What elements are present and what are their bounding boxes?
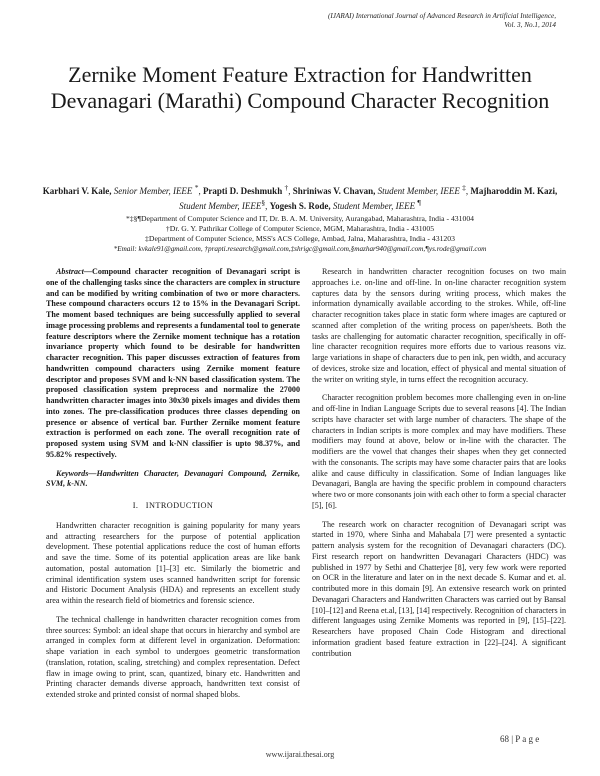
- paper-title: Zernike Moment Feature Extraction for Handwritten Devanagari (Marathi) Compound Character Recognition: [50, 62, 550, 113]
- affiliation: ‡Department of Computer Science, MSS's ACS College, Ambad, Jalna, Maharashtra, India - 431203: [145, 234, 455, 243]
- abstract-text: Compound character recognition of Devanagari script is one of the challenging tasks since the characters are complex in structure and can be modified by writing combination of two or more characters. These compound characters occurs 12 to 15% in the Devanagari Script. The moment based techniques are being successfully applied to several image processing problems and represents a fundamental tool to generate feature descriptors where the Zernike moment technique has a rotation invariance property which found to be desirable for handwritten character recognition. This paper discusses extraction of features from handwritten compound characters using Zernike moment feature descriptor and proposes SVM and k-NN based classification system. The proposed classification system preprocess and normalize the 27000 handwritten character images into 30x30 pixels images and divides them into zones. The pre-classification produces three classes depending on presence or absence of vertical bar. Further Zernike moment feature extraction is performed on each zone. The overall recognition rate of proposed system using SVM and k-NN classifier is upto 98.37%, and 95.82% respectively.: [46, 267, 300, 459]
- author: Prapti D. Deshmukh †,: [202, 183, 293, 196]
- left-column: [46, 267, 300, 701]
- keywords-text: Handwritten Character, Devanagari Compound, Zernike, SVM, k-NN.: [46, 468, 300, 489]
- journal-name: (IJARAI) International Journal of Advanced Research in Artificial Intelligence,: [327, 12, 556, 20]
- author-list: [30, 182, 570, 212]
- author: Majharoddin M. Kazi, Student Member, IEEE§,: [179, 186, 558, 211]
- abstract: [46, 267, 300, 461]
- paragraph: The technical challenge in handwritten character recognition comes from three sources: Symbol: an ideal shape that occurs in hierarchy and symbol are arranged in complex form at different level in organization. Deformation: shape variation in each symbol to undergoes geometric transformation (translation, rotation, scaling, stretching) and complex representation. Defect flaw in image owing to print, scan, quantized, binary etc. Handwritten and Printing character demands diverse approach, handwritten text consist of extended stroke and printed consist of normal shaped blobs.: [46, 614, 300, 699]
- affiliation: *‡§¶Department of Computer Science and IT, Dr. B. A. M. University, Aurangabad, Maharashtra, India - 431004: [125, 214, 475, 223]
- section-heading: I. INTRODUCTION: [132, 501, 214, 510]
- paragraph: Research in handwritten character recognition focuses on two main approaches i.e. on-line and off-line. In on-line character recognition system captures data by the sensors during writing process, which makes the information dynamically available according to the strokes. While, off-line character recognition takes place in static form where images are captured or scanned after completion of the writing process on paper/sheets. Both the tasks are challenging for automatic character recognition, specifically in off-line character recognition requires more efforts due to various reasons viz. large variations in shape of characters due to pen ink, pen width, and accuracy of devices, stroke size and location, effect of physical and mental situation of the writer on writing style, in turns effect the recognition accuracy.: [312, 267, 566, 384]
- page-number: 68 | P a g e: [500, 734, 540, 744]
- abstract-label: Abstract—: [56, 267, 92, 276]
- author: Karbhari V. Kale, Senior Member, IEEE *,: [42, 183, 203, 196]
- affiliation: †Dr. G. Y. Pathrikar College of Computer Science, MGM, Maharashtra, India - 431005: [165, 224, 435, 233]
- paragraph: Handwritten character recognition is gaining popularity for many years and attracting researchers for the purpose of potential application development. These potential applications reduce the cost of human efforts and save the time. Some of its potential application areas are like bank automation, postal automation [1]–[3] etc. Similarly the biometric and criminal identification system uses scanned handwritten script for forensic and Historic Document Analysis (HDA) and represents an excellent study area within the research field of biometrics and forensic science.: [46, 520, 300, 605]
- journal-volume: Vol. 3, No.1, 2014: [504, 21, 556, 29]
- author: Yogesh S. Rode, Student Member, IEEE ¶: [269, 198, 421, 211]
- keywords-label: Keywords—: [56, 468, 97, 478]
- author-block: [30, 182, 570, 254]
- keywords: [46, 469, 300, 491]
- author-emails: *Email: kvkale91@gmail.com, †prapti.research@gmail.com,‡shrigc@gmail.com,§mazhar940@gmail.com,¶ys.rode@gmail.com: [113, 245, 487, 253]
- right-column: [312, 267, 566, 659]
- footer-url[interactable]: www.ijarai.thesai.org: [265, 750, 335, 759]
- paragraph: The research work on character recognition of Devanagari script was started in 1970, where Sinha and Mahabala [7] were presented a syntactic pattern analysis system for the recognition of Devanagari characters (DC). First research report on handwritten Devanagari Characters (HDC) was published in 1977 by Sethi and Chatterjee [8], very few work were reported on OCR in the literature and later on in the next decade S. Kumar and et. al. contributed more in this domain [9]. An extensive research work on printed Devanagari Characters and Handwritten Characters was carried out by Bansal [10]–[12] and Reena et.al, [13], [14] respectively. Recognition of characters in different languages using Zernike Moments was reported in [9], [15]–[22]. Researchers have proposed Chain Code Histogram and directional information gradient based feature extraction in [22]–[24]. A significant contribution: [312, 519, 566, 658]
- author: Shriniwas V. Chavan, Student Member, IEEE ‡,: [292, 183, 471, 196]
- journal-header: [226, 12, 556, 30]
- paragraph: Character recognition problem becomes more challenging even in on-line and off-line in Indian Language Scripts due to several reasons [4]. The Indian scripts have character set with large number of characters. The shape of the characters in Indian scripts is more complex and may have modifiers. These modifiers may found at above, below or in-line with the character. The modifiers are the vowel that changes their shapes when they get connected with the consonants. The scripts may have some character pairs that are looks alike and cause difficulty in classification. Some of Indian languages like Devanagari, Bangla are having the specific problem in compound characters where two or more consonants join with each other to form a special character [5], [6].: [312, 393, 566, 510]
